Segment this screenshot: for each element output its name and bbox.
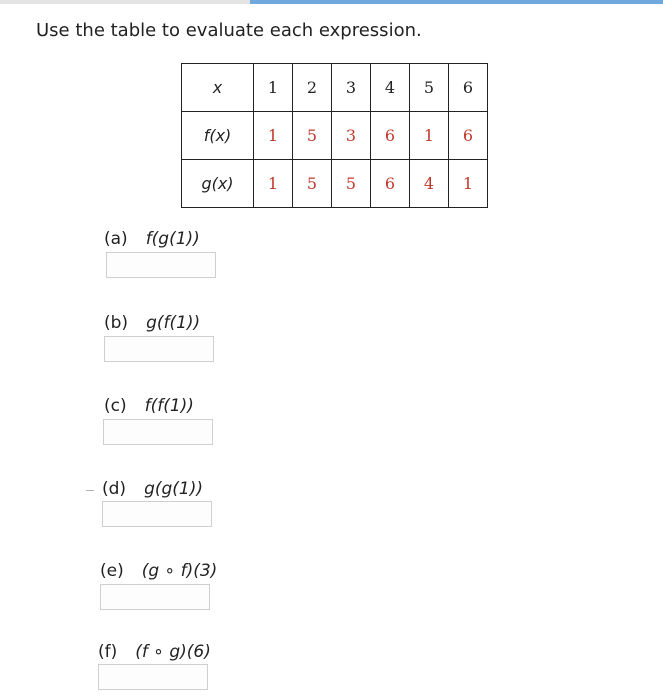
part-d-expression: g(g(1)) (144, 479, 203, 499)
table-row-f (182, 112, 488, 160)
answer-input-a[interactable] (106, 252, 216, 278)
answer-input-c[interactable] (103, 419, 213, 445)
table-cell: 6 (371, 112, 410, 160)
part-b-label: (b) (104, 313, 129, 333)
table-cell: 1 (254, 112, 293, 160)
margin-mark (86, 490, 94, 491)
table-cell: 5 (410, 64, 449, 112)
table-cell: 6 (371, 160, 410, 208)
table-cell: 6 (449, 112, 488, 160)
table-cell: 1 (254, 64, 293, 112)
table-row-x (182, 64, 488, 112)
part-f (98, 642, 211, 662)
part-e-expression: (g ∘ f)(3) (141, 561, 218, 581)
answer-input-b[interactable] (104, 336, 214, 362)
answer-input-f[interactable] (98, 664, 208, 690)
part-e (100, 561, 217, 581)
table-cell: 6 (449, 64, 488, 112)
part-a-expression: f(g(1)) (145, 229, 200, 249)
table-cell: 4 (410, 160, 449, 208)
part-f-expression: (f ∘ g)(6) (135, 642, 211, 662)
part-c-label: (c) (104, 396, 127, 416)
part-b-expression: g(f(1)) (146, 313, 201, 333)
table-cell: 5 (293, 160, 332, 208)
answer-input-d[interactable] (102, 501, 212, 527)
function-values-table (181, 63, 488, 208)
instruction-text: Use the table to evaluate each expression. (36, 20, 422, 41)
part-b (104, 313, 200, 333)
part-e-label: (e) (100, 561, 124, 581)
table-cell: 2 (293, 64, 332, 112)
table-cell: 1 (410, 112, 449, 160)
part-c (104, 396, 194, 416)
part-a (104, 229, 200, 249)
part-d (102, 479, 203, 499)
part-d-label: (d) (102, 479, 127, 499)
table-cell: 5 (293, 112, 332, 160)
table-cell: 1 (449, 160, 488, 208)
table-cell: 3 (332, 112, 371, 160)
part-f-label: (f) (98, 642, 118, 662)
table-row-g (182, 160, 488, 208)
part-c-expression: f(f(1)) (144, 396, 194, 416)
table-cell: 5 (332, 160, 371, 208)
table-cell: 4 (371, 64, 410, 112)
row-header-f: f(x) (182, 112, 254, 160)
row-header-g: g(x) (182, 160, 254, 208)
table-cell: 3 (332, 64, 371, 112)
table-cell: 1 (254, 160, 293, 208)
part-a-label: (a) (104, 229, 128, 249)
answer-input-e[interactable] (100, 584, 210, 610)
top-accent-bar (0, 0, 663, 4)
row-header-x: x (182, 64, 254, 112)
